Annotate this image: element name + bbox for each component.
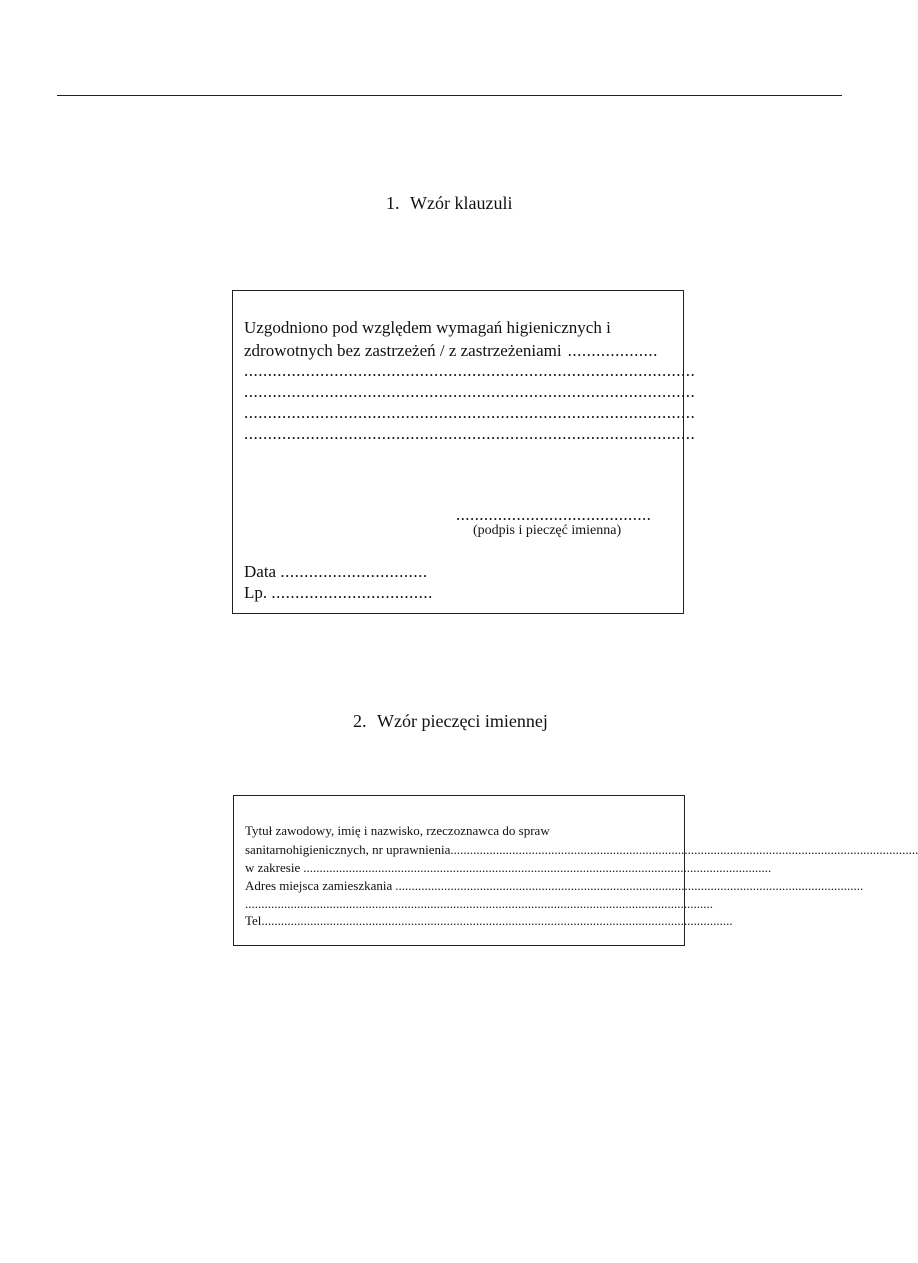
clause-blank-line-3: ............................................................................................... [244, 403, 696, 422]
lp-line [244, 583, 433, 603]
stamp-line-3-text: w zakresie [245, 860, 301, 875]
section-1-title: Wzór klauzuli [410, 193, 513, 213]
stamp-line-2-dots: ................................................................................................................................................ [450, 842, 918, 857]
stamp-line-1: Tytuł zawodowy, imię i nazwisko, rzeczoznawca do spraw [245, 823, 550, 838]
section-2-title: Wzór pieczęci imiennej [377, 711, 548, 731]
signature-dots: .......................................... [456, 505, 652, 524]
stamp-line-6-text: Tel. [245, 913, 265, 928]
clause-blank-line-1: ............................................................................................... [244, 361, 696, 380]
stamp-line-6-dots: ................................................................................................................................................ [264, 913, 733, 928]
stamp-line-4-dots: ................................................................................................................................................ [395, 878, 864, 893]
clause-blank-line-4: ............................................................................................... [244, 424, 696, 443]
date-line [244, 562, 428, 582]
clause-line-2 [244, 341, 670, 361]
stamp-line-5-dots: ................................................................................................................................................ [245, 896, 713, 911]
stamp-line-2 [245, 842, 918, 858]
header-rule [57, 95, 842, 96]
clause-template-box [232, 290, 696, 614]
clause-line-2-dots: ................... [567, 341, 658, 360]
stamp-template-box [233, 795, 918, 946]
lp-label: Lp. [244, 583, 268, 602]
stamp-line-3 [245, 860, 772, 876]
date-label: Data [244, 562, 277, 581]
section-1-heading [386, 193, 512, 214]
signature-label: (podpis i pieczęć imienna) [473, 523, 622, 538]
lp-dots: .................................. [271, 583, 433, 602]
clause-blank-line-2: ............................................................................................... [244, 382, 696, 401]
stamp-line-4 [245, 878, 864, 894]
section-2-number: 2. [353, 711, 367, 731]
stamp-line-3-dots: ................................................................................................................................................ [303, 860, 772, 875]
section-2-heading [353, 711, 548, 732]
stamp-line-2-text: sanitarnohigienicznych, nr uprawnienia [245, 842, 451, 857]
clause-line-2-text: zdrowotnych bez zastrzeżeń / z zastrzeżeniami [244, 341, 562, 360]
stamp-line-6 [245, 913, 733, 929]
section-1-number: 1. [386, 193, 400, 213]
date-dots: ............................... [280, 562, 428, 581]
clause-line-1: Uzgodniono pod względem wymagań higienicznych i [244, 318, 611, 337]
stamp-line-4-text: Adres miejsca zamieszkania [245, 878, 393, 893]
